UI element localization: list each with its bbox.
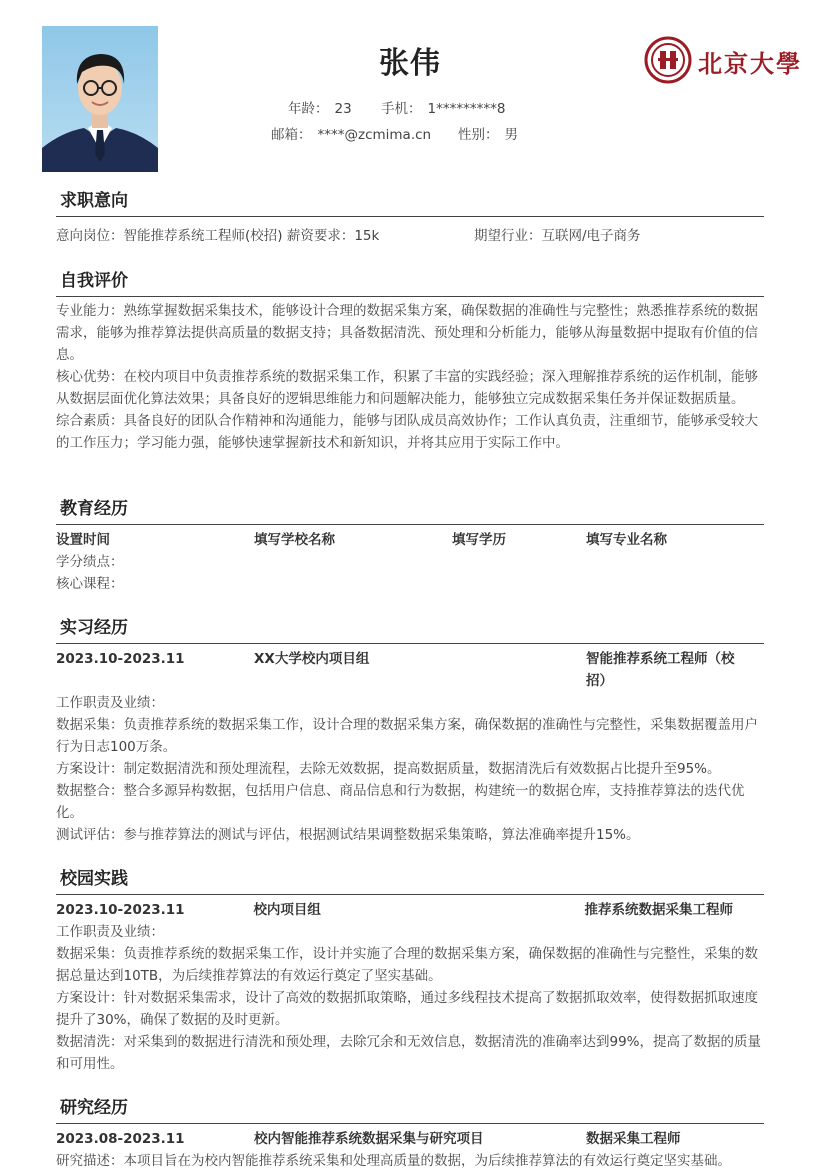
campus-org: 校内项目组 bbox=[253, 902, 321, 918]
education-gpa: 学分绩点： bbox=[56, 554, 124, 570]
internship-role: 智能推荐系统工程师（校招） bbox=[586, 651, 735, 689]
self-eval-line: 专业能力：熟练掌握数据采集技术，能够设计合理的数据采集方案，确保数据的准确性与完整性；熟悉推荐系统的数据需求，能够为推荐算法提供高质量的数据支持；具备数据清洗、预处理和分析能力，能够从海量数据中提取有价值的信息。 bbox=[56, 303, 758, 363]
university-seal-icon bbox=[644, 36, 692, 84]
intent-position: 意向岗位：智能推荐系统工程师(校招) 薪资要求：15k bbox=[56, 228, 380, 244]
internship-line: 数据整合：整合多源异构数据，包括用户信息、商品信息和行为数据，构建统一的数据仓库，支持推荐算法的迭代优化。 bbox=[56, 783, 745, 821]
internship-line: 数据采集：负责推荐系统的数据采集工作，设计合理的数据采集方案，确保数据的准确性与完整性，采集数据覆盖用户行为日志100万条。 bbox=[56, 717, 758, 755]
internship-duty-label: 工作职责及业绩： bbox=[56, 695, 164, 711]
education-major: 填写专业名称 bbox=[586, 532, 667, 548]
phone-label: 手机： bbox=[381, 101, 422, 117]
age-label: 年龄： bbox=[288, 101, 329, 117]
candidate-name: 张伟 bbox=[379, 46, 441, 81]
campus-time: 2023.10-2023.11 bbox=[56, 902, 185, 918]
age-info bbox=[288, 97, 352, 117]
section-title: 自我评价 bbox=[56, 266, 764, 297]
self-eval-line: 核心优势：在校内项目中负责推荐系统的数据采集工作，积累了丰富的实践经验；深入理解推荐系统的运作机制，能够从数据层面优化算法效果；具备良好的逻辑思维能力和问题解决能力，能够独立完成数据采集任务并保证数据质量。 bbox=[56, 369, 758, 407]
campus-line: 数据清洗：对采集到的数据进行清洗和预处理，去除冗余和无效信息，数据清洗的准确率达到99%，提高了数据的质量和可用性。 bbox=[56, 1034, 762, 1072]
campus-role: 推荐系统数据采集工程师 bbox=[584, 902, 733, 918]
research-line: 研究描述：本项目旨在为校内智能推荐系统采集和处理高质量的数据，为后续推荐算法的有效运行奠定坚实基础。 bbox=[56, 1153, 731, 1169]
phone-info bbox=[381, 97, 505, 117]
gender-info bbox=[458, 123, 518, 143]
campus-duty-label: 工作职责及业绩： bbox=[56, 924, 164, 940]
gender-value: 男 bbox=[504, 127, 518, 143]
internship-time: 2023.10-2023.11 bbox=[56, 651, 185, 667]
section-title: 教育经历 bbox=[56, 494, 764, 525]
intent-industry: 期望行业：互联网/电子商务 bbox=[474, 228, 641, 244]
section-title: 求职意向 bbox=[56, 186, 764, 217]
gender-label: 性别： bbox=[458, 127, 499, 143]
internship-org: XX大学校内项目组 bbox=[254, 651, 370, 667]
campus-line: 方案设计：针对数据采集需求，设计了高效的数据抓取策略，通过多线程技术提高了数据抓取效率，使得数据抓取速度提升了30%，确保了数据的及时更新。 bbox=[56, 990, 758, 1028]
section-self-evaluation bbox=[56, 266, 764, 454]
university-logo-text: 北京大學 bbox=[698, 49, 802, 78]
internship-line: 方案设计：制定数据清洗和预处理流程，去除无效数据，提高数据质量，数据清洗后有效数据占比提升至95%。 bbox=[56, 761, 721, 777]
section-title: 研究经历 bbox=[56, 1093, 764, 1124]
section-job-intent bbox=[56, 186, 764, 251]
section-campus-practice bbox=[56, 864, 764, 1075]
campus-row bbox=[56, 899, 764, 921]
section-research bbox=[56, 1093, 764, 1172]
section-education bbox=[56, 494, 764, 595]
email-value: ****@zcmima.cn bbox=[317, 127, 432, 143]
email-label: 邮箱： bbox=[271, 127, 312, 143]
phone-value: 1*********8 bbox=[427, 101, 506, 117]
education-degree: 填写学历 bbox=[452, 532, 506, 548]
email-info bbox=[271, 123, 431, 143]
education-time: 设置时间 bbox=[56, 532, 110, 548]
education-school: 填写学校名称 bbox=[254, 532, 335, 548]
education-courses: 核心课程： bbox=[56, 576, 124, 592]
research-time: 2023.08-2023.11 bbox=[56, 1131, 185, 1147]
section-title: 校园实践 bbox=[56, 864, 764, 895]
internship-row bbox=[56, 648, 764, 692]
section-title: 实习经历 bbox=[56, 613, 764, 644]
section-internship bbox=[56, 613, 764, 846]
self-eval-line: 综合素质：具备良好的团队合作精神和沟通能力，能够与团队成员高效协作；工作认真负责，注重细节，能够承受较大的工作压力；学习能力强，能够快速掌握新技术和新知识，并将其应用于实际工作中。 bbox=[56, 413, 758, 451]
internship-line: 测试评估：参与推荐算法的测试与评估，根据测试结果调整数据采集策略，算法准确率提升15%。 bbox=[56, 827, 640, 843]
research-role: 数据采集工程师 bbox=[586, 1131, 681, 1147]
campus-line: 数据采集：负责推荐系统的数据采集工作，设计并实施了合理的数据采集方案，确保数据的准确性与完整性，采集的数据总量达到10TB，为后续推荐算法的有效运行奠定了坚实基础。 bbox=[56, 946, 758, 984]
university-logo bbox=[644, 36, 802, 86]
research-row bbox=[56, 1128, 764, 1150]
research-org: 校内智能推荐系统数据采集与研究项目 bbox=[254, 1131, 484, 1147]
age-value: 23 bbox=[334, 101, 352, 117]
education-row bbox=[56, 529, 764, 551]
